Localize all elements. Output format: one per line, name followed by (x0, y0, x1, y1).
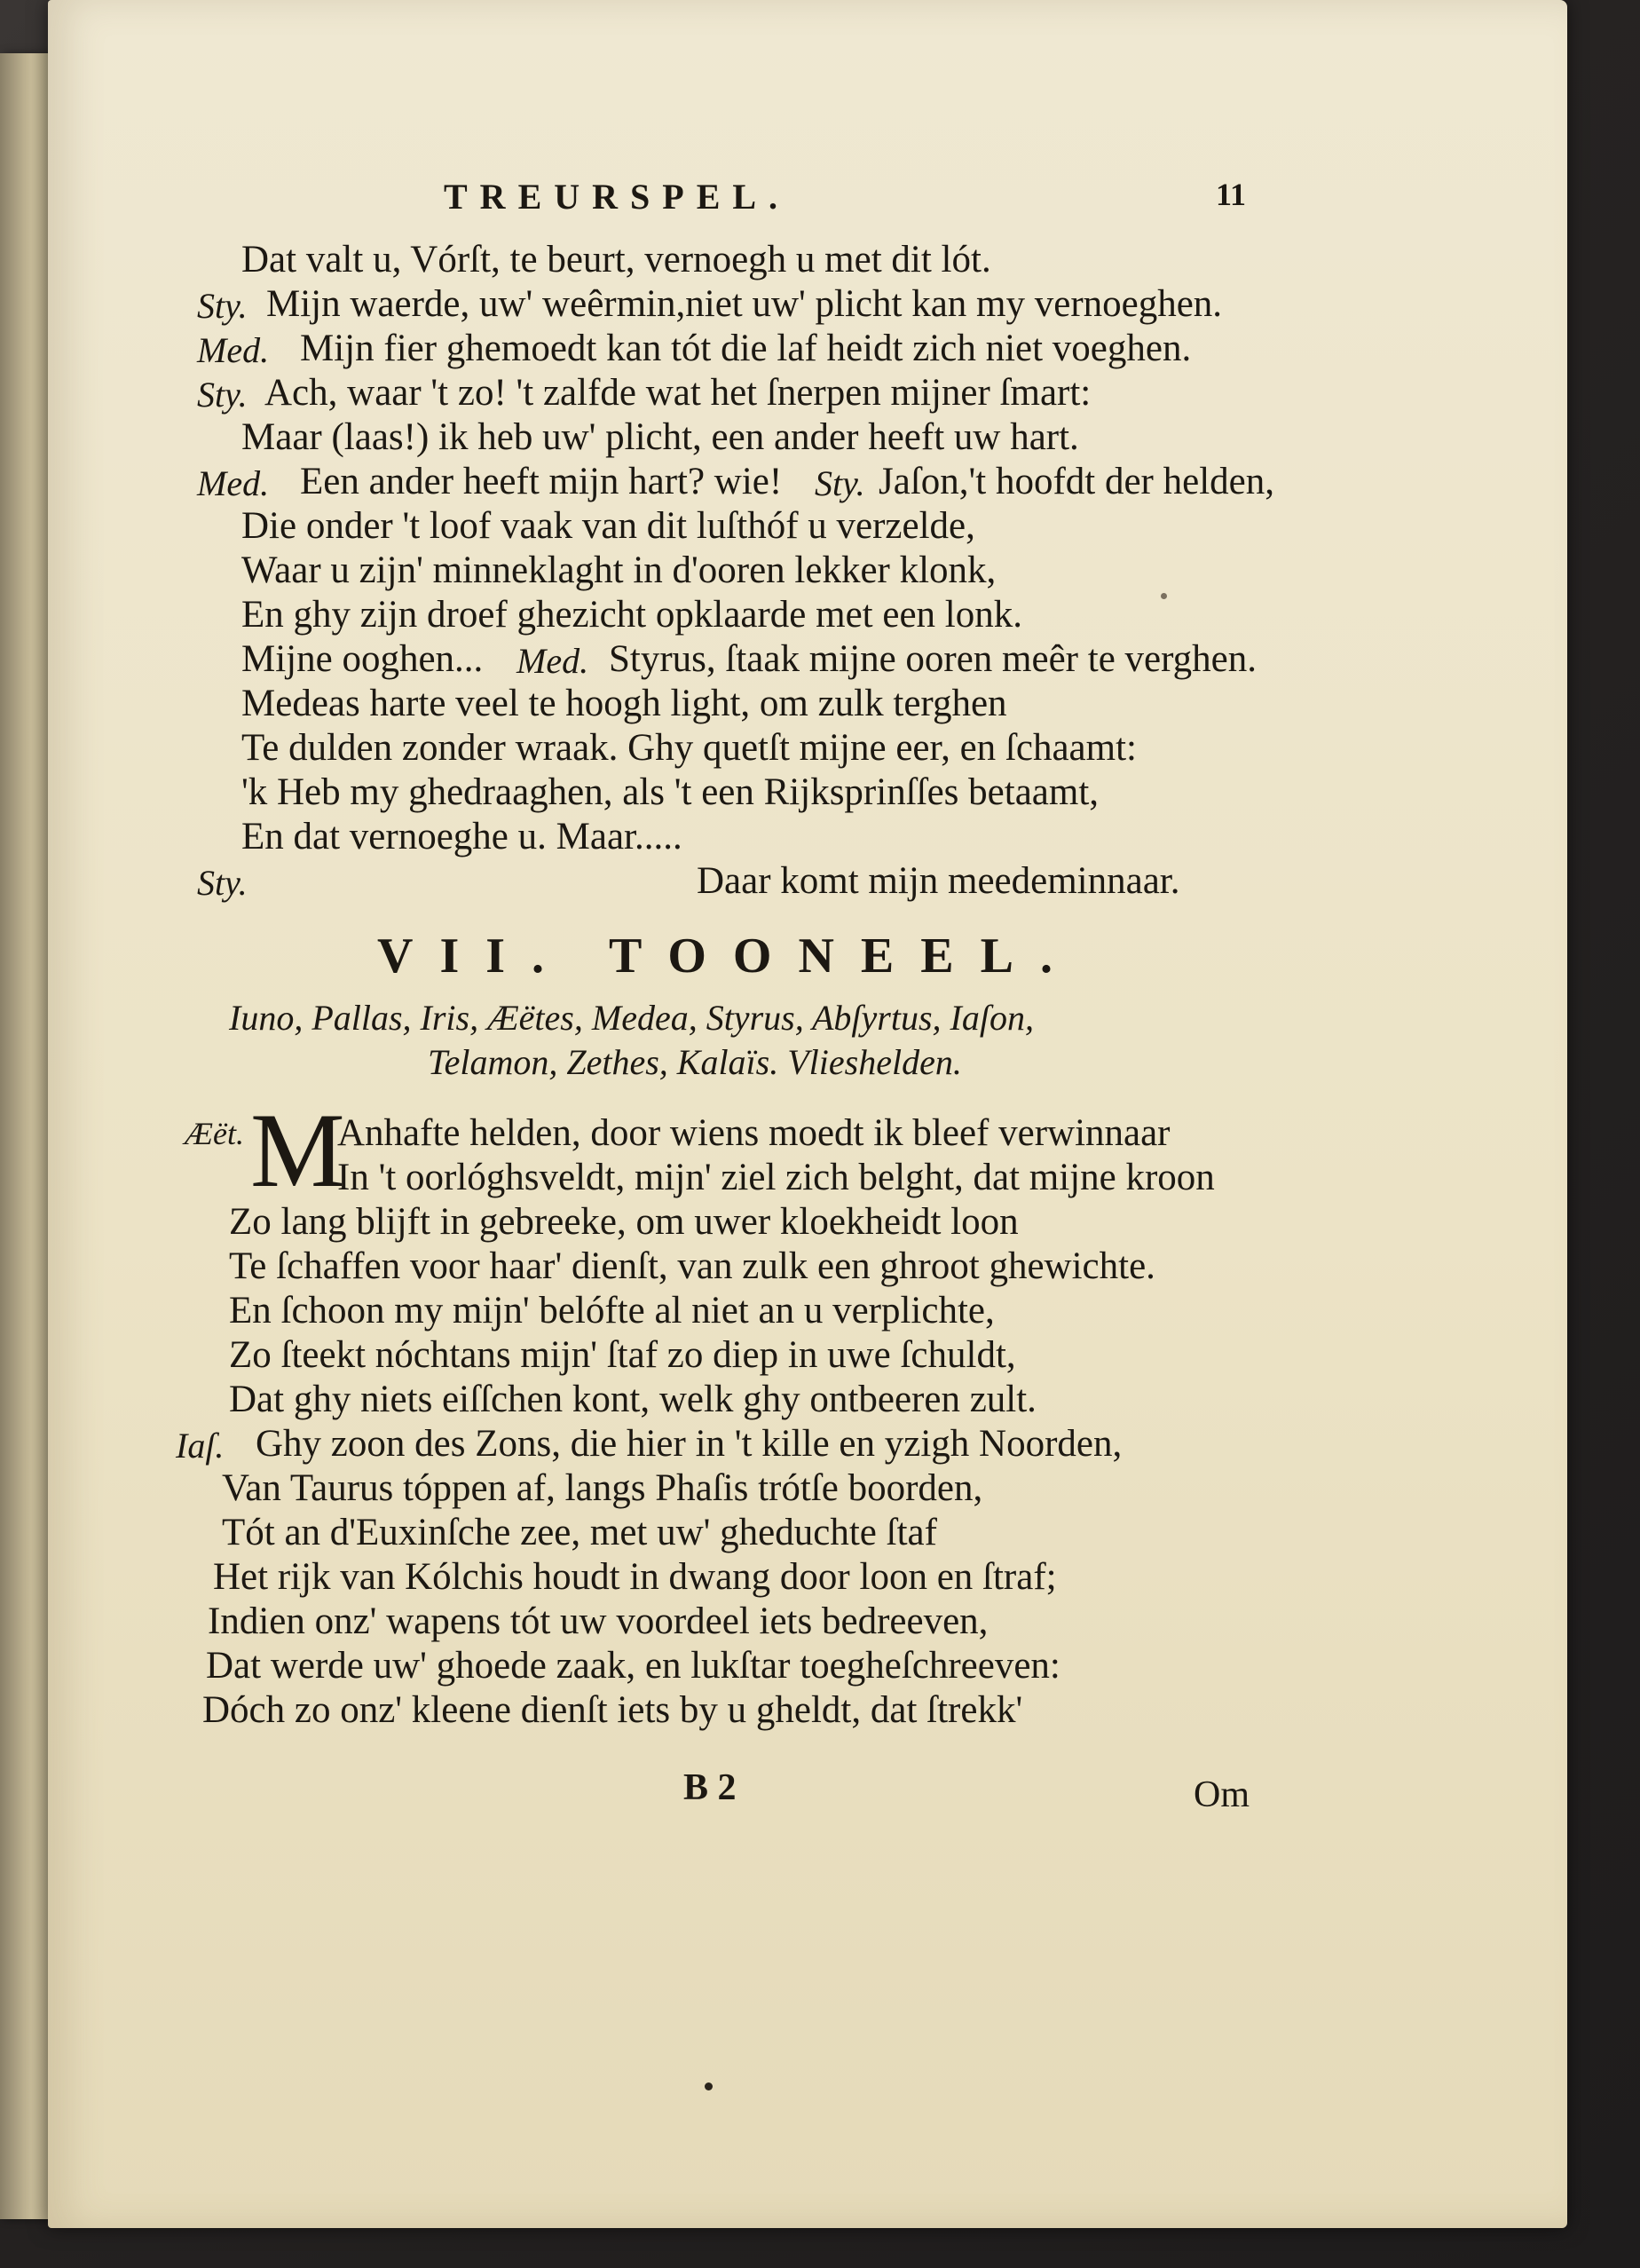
verse-line: Waar u zijn' minneklaght in d'ooren lekker klonk, (241, 549, 997, 591)
speaker-label: Sty. (197, 863, 248, 903)
catchword: Om (1194, 1774, 1250, 1815)
verse-line: En ghy zijn droef ghezicht opklaarde met een lonk. (241, 594, 1022, 636)
verse-line: Dat ghy niets eiſſchen kont, welk ghy ontbeeren zult. (229, 1379, 1037, 1420)
speaker-label: Med. (197, 463, 270, 503)
verse-line: Dat valt u, Vórſt, te beurt, vernoegh u met dit lót. (241, 239, 991, 281)
verse-line: Mijn waerde, uw' weêrmin,niet uw' plicht kan my vernoeghen. (266, 283, 1223, 325)
signature-mark: B 2 (683, 1767, 737, 1808)
verse-line: Dat werde uw' ghoede zaak, en lukſtar toegheſchreeven: (206, 1645, 1060, 1687)
verse-line: Een ander heeft mijn hart? wie! (300, 461, 783, 502)
speaker-label: Sty. (197, 286, 248, 326)
verse-line: Maar (laas!) ik heb uw' plicht, een ander heeft uw hart. (241, 416, 1079, 458)
running-title: TREURSPEL. (444, 177, 791, 217)
verse-line: Te ſchaffen voor haar' dienſt, van zulk een ghroot ghewichte. (229, 1245, 1155, 1287)
speaker-label: Iaſ. (176, 1426, 225, 1466)
verse-line: Het rijk van Kólchis houdt in dwang door loon en ſtraf; (213, 1556, 1057, 1598)
verse-line: Ghy zoon des Zons, die hier in 't kille en yzigh Noorden, (256, 1423, 1123, 1465)
ink-spot (705, 2082, 713, 2090)
verse-line: 'k Heb my ghedraaghen, als 't een Rijksprinſſes betaamt, (241, 771, 1100, 813)
verse-line: Daar komt mijn meedeminnaar. (697, 860, 1180, 902)
verse-line: Medeas harte veel te hoogh light, om zulk terghen (241, 683, 1007, 724)
scene-heading: VII. TOONEEL. (377, 929, 1079, 984)
verse-line: Ach, waar 't zo! 't zalfde wat het ſnerpen mijner ſmart: (264, 372, 1092, 414)
verse-line: Tót an d'Euxinſche zee, met uw' gheduchte ſtaf (222, 1512, 937, 1553)
verse-line: Zo ſteekt nóchtans mijn' ſtaf zo diep in uwe ſchuldt, (229, 1334, 1016, 1376)
verse-line: Zo lang blijft in gebreeke, om uwer kloekheidt loon (229, 1201, 1019, 1243)
verse-line: Van Taurus tóppen af, langs Phaſis trótſe boorden, (222, 1467, 983, 1509)
ink-spot (1161, 593, 1167, 599)
verse-line: Dóch zo onz' kleene dienſt iets by u gheldt, dat ſtrekk' (202, 1689, 1023, 1731)
verse-line: Mijn fier ghemoedt kan tót die laf heidt zich niet voeghen. (300, 328, 1192, 369)
verse-line: En ſchoon my mijn' belófte al niet an u verplichte, (229, 1290, 995, 1332)
cast-list: Iuno, Pallas, Iris, Æëtes, Medea, Styrus, Abſyrtus, Iaſon, (229, 998, 1034, 1038)
verse-line: Styrus, ſtaak mijne ooren meêr te verghen. (609, 638, 1257, 680)
verse-line: Die onder 't loof vaak van dit luſthóf u verzelde, (241, 505, 975, 547)
verse-line: Te dulden zonder wraak. Ghy quetſt mijne eer, en ſchaamt: (241, 727, 1137, 769)
cast-list: Telamon, Zethes, Kalaïs. Vlieshelden. (428, 1042, 962, 1082)
page-number: 11 (1216, 177, 1247, 212)
speaker-label: Sty. (197, 375, 248, 415)
verse-line: En dat vernoeghe u. Maar..... (241, 816, 682, 857)
verse-line: Jaſon,'t hoofdt der helden, (879, 461, 1274, 502)
speaker-label: Sty. (815, 463, 865, 503)
speaker-label: Æët. (185, 1116, 244, 1151)
verse-line: Anhafte helden, door wiens moedt ik bleef verwinnaar (337, 1112, 1171, 1154)
verse-line: Mijne ooghen... (241, 638, 484, 680)
speaker-label: Med. (197, 330, 270, 370)
drop-cap: M (250, 1091, 345, 1209)
speaker-label: Med. (516, 641, 589, 681)
verse-line: Indien onz' wapens tót uw voordeel iets bedreeven, (208, 1600, 989, 1642)
verse-line: In 't oorlóghsveldt, mijn' ziel zich belght, dat mijne kroon (337, 1157, 1215, 1198)
